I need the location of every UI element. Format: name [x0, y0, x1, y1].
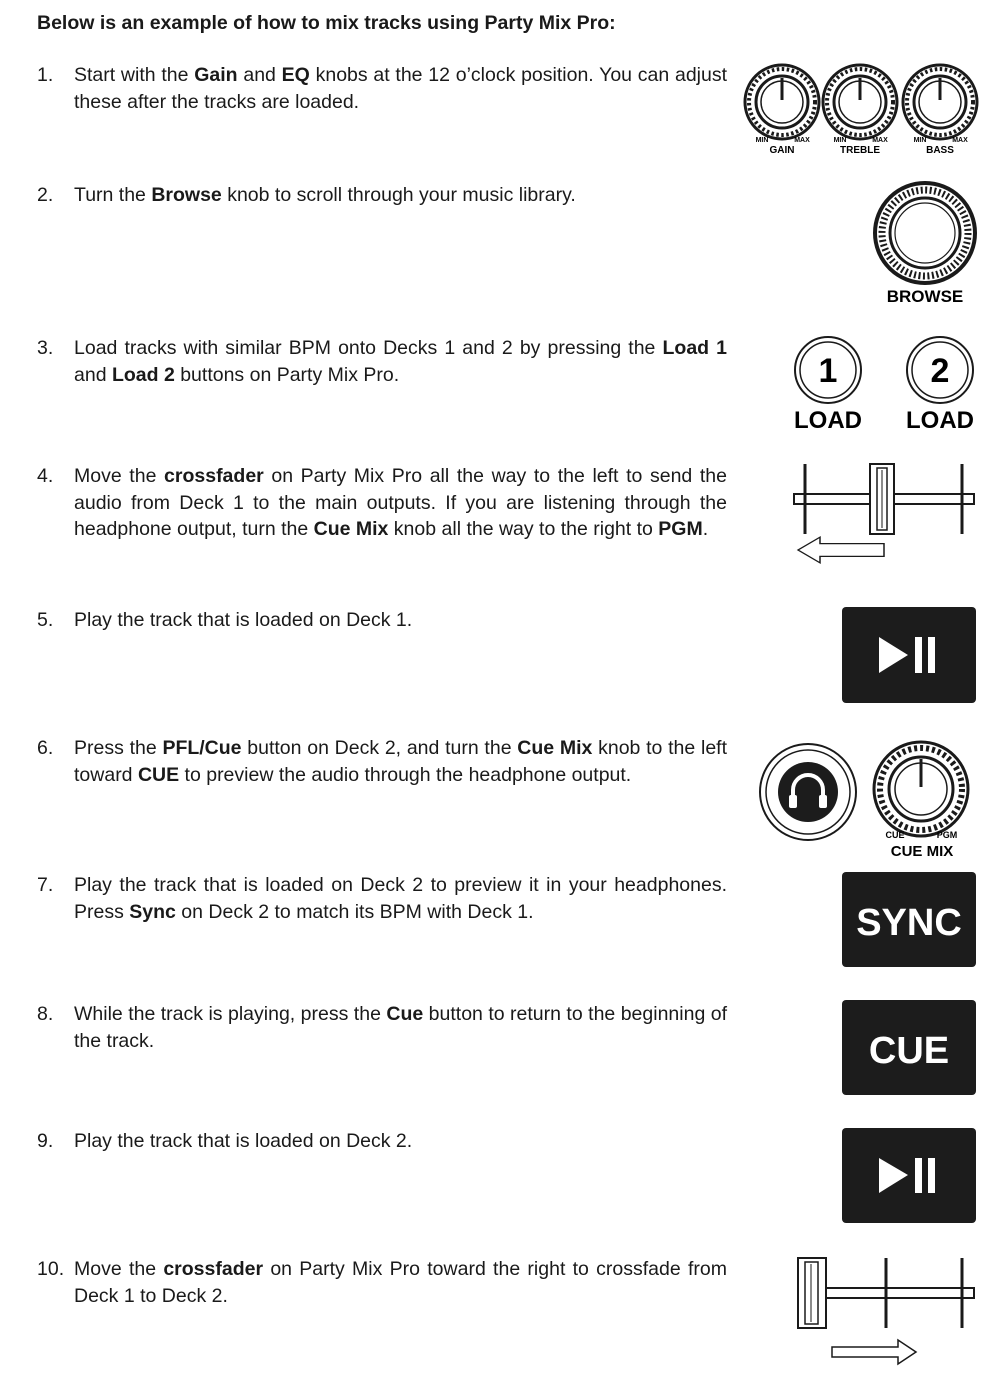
text-run: on Party Mix Pro all the way to the left to send the audio from Deck 1 to the main outputs. If you are listening through the headphone output, turn the: [74, 465, 727, 540]
step-5: [37, 607, 727, 634]
sync-label: SYNC: [856, 902, 962, 944]
crossfader-handle[interactable]: [798, 1258, 826, 1328]
eq-knobs-figure: [740, 62, 980, 162]
treble-label: TREBLE: [840, 145, 880, 156]
step-2: [37, 182, 727, 209]
text-run: buttons on Party Mix Pro.: [174, 363, 400, 386]
text-run: Play the track that is loaded on Deck 2.: [74, 1130, 413, 1152]
cue-button[interactable]: [842, 1000, 976, 1095]
text-run: and: [74, 363, 112, 386]
text-run: Play the track that is loaded on Deck 2 to preview it in your headphones. Press: [74, 874, 727, 923]
bold-term: PFL/Cue: [162, 737, 242, 759]
treble-knob[interactable]: [823, 65, 897, 139]
text-run: knob all the way to the right to: [388, 518, 659, 540]
bold-term: EQ: [281, 64, 310, 86]
step-text: [74, 1128, 727, 1155]
step-text: [74, 735, 727, 788]
step-number: 5.: [37, 609, 54, 631]
bass-label: BASS: [926, 145, 954, 156]
step-number: 2.: [37, 184, 54, 206]
crossfader-left-figure: [790, 460, 980, 578]
bold-term: Cue Mix: [313, 518, 389, 540]
text-run: knobs at the 12 o’clock position. You can adjust these after the tracks are loaded.: [74, 64, 728, 113]
cue-mix-cue-label: CUE: [885, 830, 905, 840]
bass-max-label: MAX: [952, 137, 968, 144]
arrow-right-icon: [832, 1340, 916, 1364]
bold-term: Cue Mix: [517, 737, 593, 759]
step-9: [37, 1128, 727, 1155]
treble-max-label: MAX: [872, 137, 888, 144]
bold-term: CUE: [137, 763, 180, 786]
play-pause-button-deck-2[interactable]: [842, 1128, 976, 1223]
step-number: 4.: [37, 465, 54, 487]
text-run: button on Deck 2, and turn the: [241, 737, 518, 759]
bold-term: Sync: [129, 900, 176, 923]
step-number: 8.: [37, 1003, 54, 1025]
cue-label: CUE: [868, 1030, 950, 1072]
load-1-label: LOAD: [794, 407, 862, 434]
browse-knob-figure: [868, 180, 983, 308]
bold-term: Gain: [194, 64, 238, 86]
step-text: [74, 872, 727, 925]
step-text: [74, 182, 727, 209]
bold-term: Load 1: [662, 337, 728, 359]
gain-max-label: MAX: [794, 137, 810, 144]
pfl-cue-button[interactable]: [760, 744, 856, 840]
step-number: 7.: [37, 874, 54, 896]
step-text: [74, 463, 727, 543]
step-4: [37, 463, 727, 543]
text-run: knob to the left toward: [74, 737, 727, 786]
step-1: [37, 62, 727, 115]
load-1-number: 1: [818, 352, 838, 390]
cue-mix-pgm-label: PGM: [936, 830, 958, 840]
bass-knob[interactable]: [903, 65, 977, 139]
step-number: 9.: [37, 1130, 54, 1152]
text-run: on Party Mix Pro toward the right to crossfade from Deck 1 to Deck 2.: [74, 1258, 727, 1307]
bold-term: Cue: [386, 1003, 424, 1025]
load-2-button[interactable]: [907, 337, 973, 403]
text-run: .: [702, 518, 709, 540]
step-number: 10.: [37, 1258, 65, 1280]
text-run: and: [237, 64, 282, 86]
step-7: [37, 872, 727, 925]
load-2-label: LOAD: [906, 407, 974, 434]
browse-knob[interactable]: [875, 183, 975, 283]
text-run: button to return to the beginning of the track.: [74, 1003, 727, 1052]
pfl-cuemix-figure: [757, 737, 982, 862]
bold-term: crossfader: [164, 465, 264, 487]
crossfader-handle[interactable]: [870, 464, 894, 534]
gain-knob[interactable]: [745, 65, 819, 139]
bold-term: PGM: [658, 518, 703, 540]
text-run: knob to scroll through your music library.: [221, 184, 576, 206]
text-run: Play the track that is loaded on Deck 1.: [74, 609, 413, 631]
arrow-left-icon: [798, 537, 884, 563]
bold-term: crossfader: [163, 1258, 264, 1280]
step-number: 6.: [37, 737, 54, 759]
step-text: [74, 335, 727, 388]
page-heading: Below is an example of how to mix tracks using Party Mix Pro:: [37, 12, 616, 34]
step-text: [74, 1001, 727, 1054]
bass-min-label: MIN: [913, 137, 927, 144]
load-buttons-figure: [790, 335, 980, 435]
text-run: to preview the audio through the headphone output.: [179, 763, 632, 786]
text-run: Move the: [74, 465, 165, 487]
text-run: Load tracks with similar BPM onto Decks 1 and 2 by pressing the: [74, 337, 663, 359]
cue-mix-knob[interactable]: [874, 742, 968, 836]
bold-term: Load 2: [111, 363, 175, 386]
treble-min-label: MIN: [833, 137, 847, 144]
text-run: Turn the: [74, 184, 152, 206]
step-number: 3.: [37, 337, 54, 359]
cue-mix-label: CUE MIX: [890, 843, 954, 860]
step-8: [37, 1001, 727, 1054]
play-pause-button-deck-1[interactable]: [842, 607, 976, 703]
load-1-button[interactable]: [795, 337, 861, 403]
browse-label: BROWSE: [886, 287, 964, 306]
step-text: [74, 62, 727, 115]
step-6: [37, 735, 727, 788]
gain-label: GAIN: [769, 145, 795, 156]
sync-button[interactable]: [842, 872, 976, 967]
text-run: on Deck 2 to match its BPM with Deck 1.: [175, 900, 534, 923]
text-run: While the track is playing, press the: [74, 1003, 387, 1025]
step-text: [74, 607, 727, 634]
step-number: 1.: [37, 64, 54, 86]
text-run: Press the: [74, 737, 163, 759]
step-3: [37, 335, 727, 388]
bold-term: Browse: [151, 184, 222, 206]
text-run: Move the: [74, 1258, 164, 1280]
text-run: Start with the: [74, 64, 195, 86]
step-10: [37, 1256, 727, 1309]
crossfader-right-figure: [790, 1256, 980, 1368]
gain-min-label: MIN: [755, 137, 769, 144]
step-text: [74, 1256, 727, 1309]
load-2-number: 2: [930, 352, 950, 390]
